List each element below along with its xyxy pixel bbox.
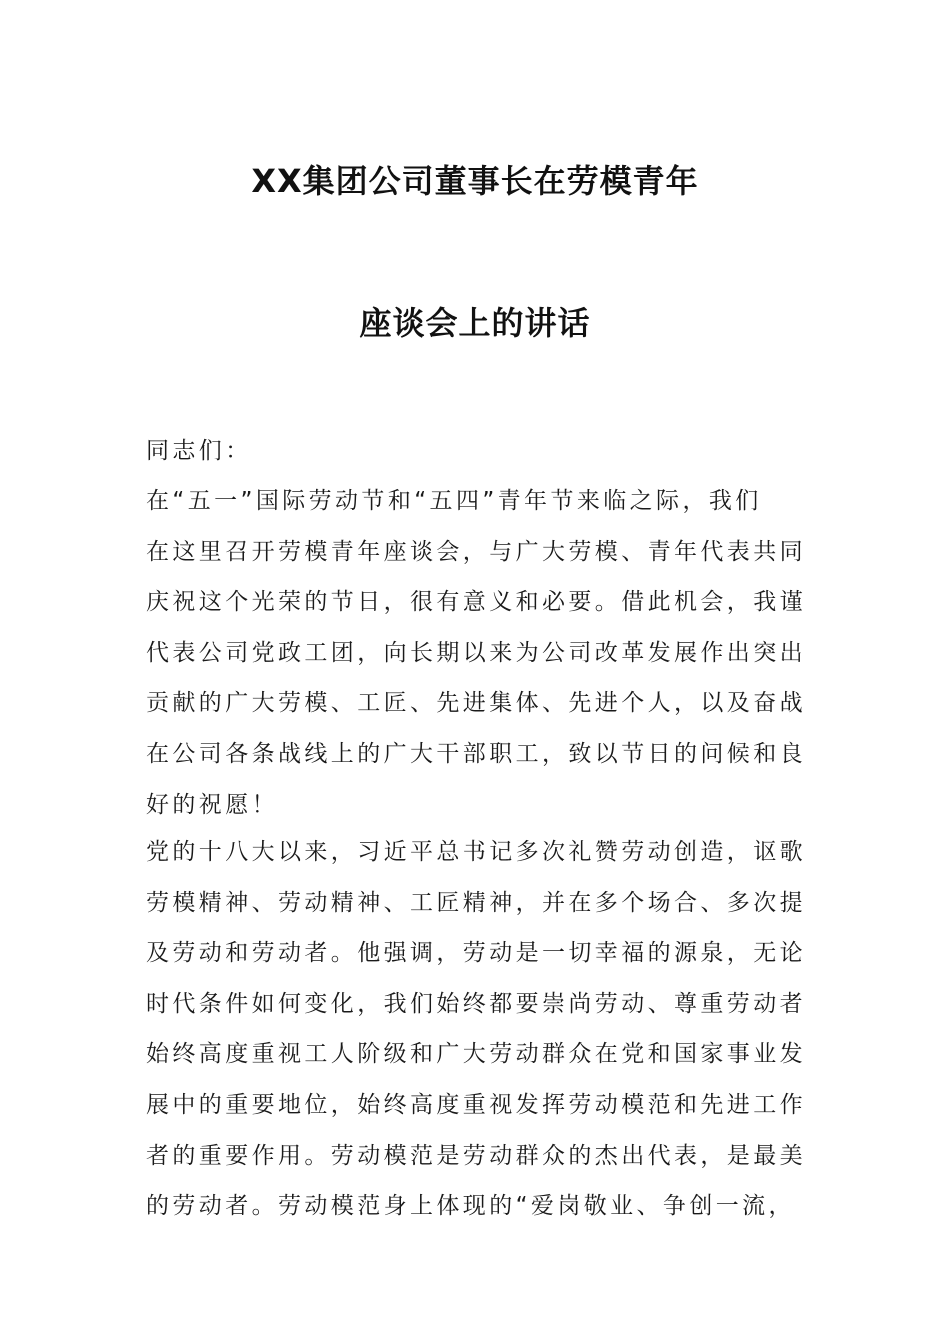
paragraph-1 [146, 476, 806, 830]
paragraph-line: 贡献的广大劳模、工匠、先进集体、先进个人，以及奋战 [146, 690, 806, 717]
paragraph-line: 在“五一”国际劳动节和“五四”青年节来临之际，我们 [146, 488, 762, 514]
paragraph-line: 庆祝这个光荣的节日，很有意义和必要。借此机会，我谨 [146, 589, 806, 616]
greeting-text: 同志们： [146, 438, 252, 464]
document-title-line-2: 座谈会上的讲话 [359, 304, 591, 342]
paragraph-line: 劳模精神、劳动精神、工匠精神，并在多个场合、多次提 [146, 889, 806, 916]
paragraph-line: 者的重要作用。劳动模范是劳动群众的杰出代表，是最美 [146, 1142, 806, 1169]
paragraph-line: 始终高度重视工人阶级和广大劳动群众在党和国家事业发 [146, 1041, 806, 1068]
paragraph-line: 党的十八大以来，习近平总书记多次礼赞劳动创造，讴歌 [146, 839, 806, 865]
paragraph-2 [146, 827, 806, 1232]
paragraph-line: 代表公司党政工团，向长期以来为公司改革发展作出突出 [146, 639, 806, 666]
paragraph-line: 在公司各条战线上的广大干部职工，致以节日的问候和良 [146, 740, 806, 767]
document-title-line-1: XX集团公司董事长在劳模青年 [251, 162, 699, 200]
greeting [146, 426, 806, 477]
paragraph-line: 好的祝愿！ [146, 791, 278, 818]
paragraph-line: 及劳动和劳动者。他强调，劳动是一切幸福的源泉，无论 [146, 940, 806, 967]
paragraph-line: 时代条件如何变化，我们始终都要崇尚劳动、尊重劳动者 [146, 990, 806, 1017]
paragraph-line: 展中的重要地位，始终高度重视发挥劳动模范和先进工作 [146, 1091, 806, 1118]
paragraph-line: 在这里召开劳模青年座谈会，与广大劳模、青年代表共同 [146, 538, 806, 565]
paragraph-line: 的劳动者。劳动模范身上体现的“爱岗敬业、争创一流， [146, 1193, 795, 1220]
